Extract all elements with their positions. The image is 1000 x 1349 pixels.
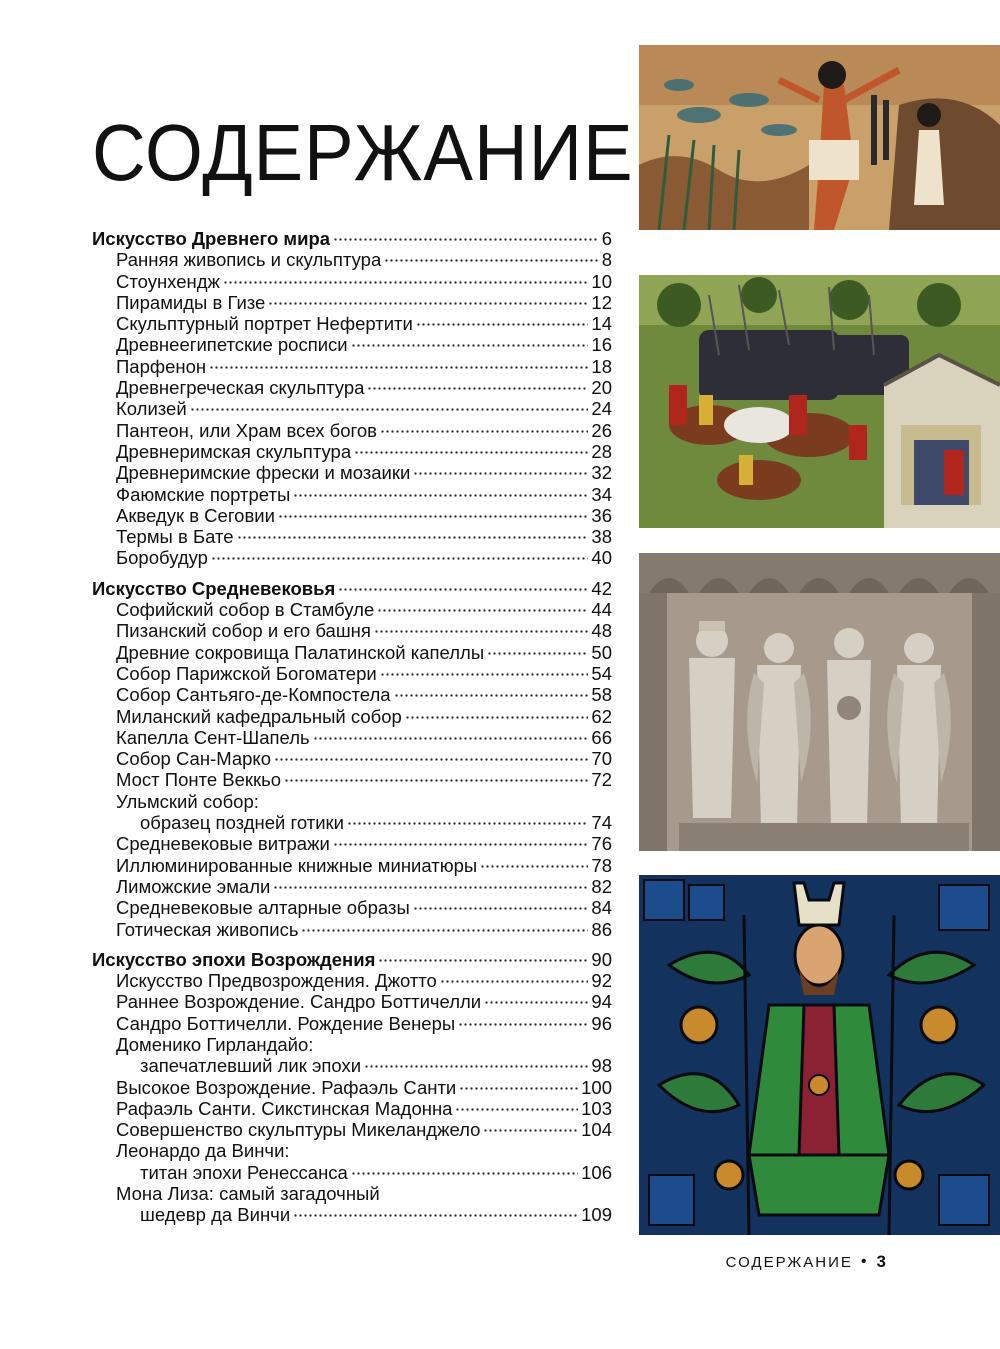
toc-entry[interactable] xyxy=(92,769,612,790)
toc-section xyxy=(92,578,612,940)
toc-section-heading-page-number: 6 xyxy=(601,228,612,249)
toc-entry-label: Пантеон, или Храм всех богов xyxy=(116,419,378,441)
toc-entry[interactable] xyxy=(92,855,612,876)
toc-entry-page-number: 24 xyxy=(591,398,612,420)
toc-entry-label: Лиможские эмали xyxy=(116,875,271,897)
toc-entry-page-number: 103 xyxy=(581,1097,612,1119)
toc-entry[interactable] xyxy=(92,271,612,292)
toc-entry[interactable] xyxy=(92,876,612,897)
dot-leader xyxy=(384,259,598,262)
toc-entry-continuation-label: запечатлевший лик эпохи xyxy=(140,1055,362,1077)
page-title: СОДЕРЖАНИЕ xyxy=(92,108,634,197)
page-footer xyxy=(726,1252,886,1272)
toc-entry[interactable] xyxy=(92,334,612,355)
dot-leader xyxy=(237,536,589,539)
dot-leader xyxy=(378,959,588,962)
toc-entry-label: Капелла Сент-Шапель xyxy=(116,726,310,748)
dot-leader xyxy=(351,1172,578,1175)
dot-leader xyxy=(380,430,588,433)
dot-leader xyxy=(354,451,588,454)
toc-entry[interactable] xyxy=(92,642,612,663)
toc-entry-label: Фаюмские портреты xyxy=(116,483,291,505)
toc-section-heading[interactable] xyxy=(92,949,612,970)
toc-entry-continuation-page-number: 106 xyxy=(581,1161,612,1183)
toc-entry-page-number: 36 xyxy=(591,504,612,526)
toc-entry-continuation[interactable] xyxy=(92,1162,612,1183)
toc-entry-page-number: 50 xyxy=(591,641,612,663)
toc-entry-label: Ранняя живопись и скульптура xyxy=(116,249,382,271)
medieval-battle-miniature-image xyxy=(639,275,1000,528)
toc-entry-label: Боробудур xyxy=(116,547,208,569)
dot-leader xyxy=(278,515,588,518)
toc-section-heading[interactable] xyxy=(92,578,612,599)
dot-leader xyxy=(440,980,589,983)
toc-section-heading-label: Искусство эпохи Возрождения xyxy=(92,948,376,970)
toc-entry-label: Колизей xyxy=(116,398,187,420)
dot-leader xyxy=(293,1214,578,1217)
toc-entry-continuation-label: образец поздней готики xyxy=(140,812,344,834)
toc-entry[interactable] xyxy=(92,441,612,462)
toc-entry-continuation-page-number: 74 xyxy=(591,812,612,834)
toc-entry[interactable] xyxy=(92,919,612,940)
toc-entry-label: Древние сокровища Палатинской капеллы xyxy=(116,641,485,663)
toc-entry-page-number: 32 xyxy=(591,462,612,484)
dot-leader xyxy=(377,609,588,612)
toc-entry-page-number: 26 xyxy=(591,419,612,441)
toc-entry-page-number: 16 xyxy=(591,334,612,356)
toc-entry-label: Рафаэль Санти. Сикстинская Мадонна xyxy=(116,1097,453,1119)
toc-entry-label: Средневековые алтарные образы xyxy=(116,897,410,919)
toc-entry-label: Средневековые витражи xyxy=(116,833,330,855)
toc-entry-page-number: 84 xyxy=(591,897,612,919)
toc-entry-continuation-page-number: 98 xyxy=(591,1055,612,1077)
dot-leader xyxy=(416,323,589,326)
toc-section xyxy=(92,949,612,1226)
toc-entry[interactable] xyxy=(92,356,612,377)
toc-entry-page-number: 100 xyxy=(581,1076,612,1098)
dot-leader xyxy=(223,281,589,284)
toc-entry[interactable] xyxy=(92,684,612,705)
toc-entry-continuation[interactable] xyxy=(92,1204,612,1225)
dot-leader xyxy=(394,694,589,697)
toc-entry[interactable] xyxy=(92,970,612,991)
toc-entry-label: Совершенство скульптуры Микеланджело xyxy=(116,1119,481,1141)
toc-entry-label: Скульптурный портрет Нефертити xyxy=(116,313,413,335)
egyptian-fresco-image xyxy=(639,45,1000,230)
toc-entry-page-number: 44 xyxy=(591,599,612,621)
dot-leader xyxy=(459,1087,578,1090)
toc-entry-page-number: 10 xyxy=(591,270,612,292)
toc-entry-page-number: 48 xyxy=(591,620,612,642)
toc-entry-label: Стоунхендж xyxy=(116,270,220,292)
toc-entry[interactable] xyxy=(92,599,612,620)
dot-leader xyxy=(313,737,589,740)
toc-entry-continuation-label: шедевр да Винчи xyxy=(140,1204,291,1226)
toc-entry-page-number: 94 xyxy=(591,991,612,1013)
toc-entry[interactable] xyxy=(92,484,612,505)
toc-entry-label: Миланский кафедральный собор xyxy=(116,705,402,727)
toc-entry-page-number: 34 xyxy=(591,483,612,505)
toc-entry-label: Пизанский собор и его башня xyxy=(116,620,371,642)
dot-leader xyxy=(380,673,589,676)
toc-entry[interactable] xyxy=(92,991,612,1012)
toc-section-heading-page-number: 42 xyxy=(591,577,612,599)
dot-leader xyxy=(413,907,589,910)
dot-leader xyxy=(190,408,589,411)
toc-entry[interactable] xyxy=(92,1013,612,1034)
toc-entry-page-number: 28 xyxy=(591,440,612,462)
toc-entry[interactable] xyxy=(92,663,612,684)
toc-entry[interactable] xyxy=(92,727,612,748)
dot-leader xyxy=(333,843,589,846)
toc-entry-label: Собор Сан-Марко xyxy=(116,748,271,770)
toc-entry-continuation-page-number: 109 xyxy=(581,1204,612,1226)
running-header-label: СОДЕРЖАНИЕ xyxy=(725,1253,853,1271)
toc-entry-label: Древнеримская скульптура xyxy=(116,440,352,462)
toc-section-heading-page-number: 90 xyxy=(591,948,612,970)
toc-entry[interactable] xyxy=(92,398,612,419)
toc-entry-page-number: 82 xyxy=(591,875,612,897)
toc-entry-label: Собор Парижской Богоматери xyxy=(116,662,377,684)
dot-leader xyxy=(351,344,589,347)
toc-entry-page-number: 66 xyxy=(591,726,612,748)
toc-entry[interactable] xyxy=(92,420,612,441)
toc-entry-label: Термы в Бате xyxy=(116,526,234,548)
toc-entry-page-number: 14 xyxy=(591,313,612,335)
toc-entry-continuation-label: титан эпохи Ренессанса xyxy=(140,1161,348,1183)
toc-entry[interactable] xyxy=(92,791,612,812)
toc-entry-page-number: 8 xyxy=(601,249,612,271)
toc-entry-label: Акведук в Сеговии xyxy=(116,504,275,526)
toc-entry[interactable] xyxy=(92,377,612,398)
toc-entry[interactable] xyxy=(92,1119,612,1140)
dot-leader xyxy=(338,588,588,591)
toc-entry-label: Высокое Возрождение. Рафаэль Санти xyxy=(116,1076,457,1098)
dot-leader xyxy=(483,1129,578,1132)
toc-entry[interactable] xyxy=(92,462,612,483)
toc-entry-page-number: 76 xyxy=(591,833,612,855)
toc-entry-page-number: 92 xyxy=(591,970,612,992)
toc-entry-page-number: 70 xyxy=(591,748,612,770)
toc-entry[interactable] xyxy=(92,1140,612,1161)
toc-entry[interactable] xyxy=(92,1034,612,1055)
toc-entry-page-number: 62 xyxy=(591,705,612,727)
toc-section-heading-label: Искусство Средневековья xyxy=(92,577,336,599)
gothic-portal-statues-image xyxy=(639,553,1000,851)
toc-entry-page-number: 12 xyxy=(591,291,612,313)
toc-entry-label: Ульмский собор: xyxy=(116,790,259,812)
toc-entry[interactable] xyxy=(92,547,612,568)
dot-leader xyxy=(301,929,588,932)
toc-entry[interactable] xyxy=(92,313,612,334)
toc-entry-page-number: 104 xyxy=(581,1119,612,1141)
toc-entry-page-number: 40 xyxy=(591,547,612,569)
toc-section xyxy=(92,228,612,569)
toc-entry[interactable] xyxy=(92,897,612,918)
toc-entry-page-number: 18 xyxy=(591,355,612,377)
footer-bullet: • xyxy=(860,1253,869,1270)
table-of-contents xyxy=(92,228,612,1235)
toc-entry-label: Леонардо да Винчи: xyxy=(116,1140,290,1162)
dot-leader xyxy=(480,865,588,868)
dot-leader xyxy=(487,652,588,655)
dot-leader xyxy=(347,822,588,825)
toc-entry-label: Искусство Предвозрождения. Джотто xyxy=(116,970,437,992)
dot-leader xyxy=(374,630,589,633)
dot-leader xyxy=(413,472,588,475)
toc-entry-label: Иллюминированные книжные миниатюры xyxy=(116,854,478,876)
toc-entry-label: Парфенон xyxy=(116,355,207,377)
dot-leader xyxy=(293,494,588,497)
dot-leader xyxy=(268,302,588,305)
toc-entry[interactable] xyxy=(92,1183,612,1204)
toc-entry-continuation[interactable] xyxy=(92,1055,612,1076)
toc-entry-label: Пирамиды в Гизе xyxy=(116,291,266,313)
toc-entry-page-number: 78 xyxy=(591,854,612,876)
toc-entry-continuation[interactable] xyxy=(92,812,612,833)
dot-leader xyxy=(211,557,588,560)
toc-entry-label: Доменико Гирландайо: xyxy=(116,1033,314,1055)
toc-entry[interactable] xyxy=(92,833,612,854)
toc-entry[interactable] xyxy=(92,526,612,547)
toc-entry-label: Древнеримские фрески и мозаики xyxy=(116,462,411,484)
dot-leader xyxy=(273,886,588,889)
toc-entry[interactable] xyxy=(92,1077,612,1098)
dot-leader xyxy=(455,1108,578,1111)
dot-leader xyxy=(405,716,589,719)
toc-entry-page-number: 38 xyxy=(591,526,612,548)
toc-entry-label: Софийский собор в Стамбуле xyxy=(116,599,375,621)
toc-entry-page-number: 96 xyxy=(591,1012,612,1034)
toc-entry-label: Мост Понте Веккьо xyxy=(116,769,282,791)
toc-section-heading-label: Искусство Древнего мира xyxy=(92,228,331,249)
dot-leader xyxy=(284,779,588,782)
toc-entry-label: Древнеегипетские росписи xyxy=(116,334,348,356)
dot-leader xyxy=(458,1023,588,1026)
toc-section-heading[interactable] xyxy=(92,228,612,249)
dot-leader xyxy=(364,1065,588,1068)
dot-leader xyxy=(484,1001,588,1004)
toc-entry[interactable] xyxy=(92,706,612,727)
toc-entry-page-number: 72 xyxy=(591,769,612,791)
dot-leader xyxy=(367,387,588,390)
toc-entry-label: Сандро Боттичелли. Рождение Венеры xyxy=(116,1012,456,1034)
toc-entry[interactable] xyxy=(92,249,612,270)
toc-entry[interactable] xyxy=(92,292,612,313)
toc-entry-label: Древнегреческая скульптура xyxy=(116,377,365,399)
toc-entry[interactable] xyxy=(92,748,612,769)
toc-entry-page-number: 86 xyxy=(591,918,612,940)
toc-entry-page-number: 58 xyxy=(591,684,612,706)
page-number: 3 xyxy=(876,1252,886,1271)
stained-glass-window-image xyxy=(639,875,1000,1235)
toc-entry-label: Раннее Возрождение. Сандро Боттичелли xyxy=(116,991,482,1013)
dot-leader xyxy=(274,758,588,761)
toc-entry-page-number: 54 xyxy=(591,662,612,684)
toc-entry[interactable] xyxy=(92,505,612,526)
toc-entry[interactable] xyxy=(92,1098,612,1119)
toc-entry-label: Готическая живопись xyxy=(116,918,299,940)
toc-entry-page-number: 20 xyxy=(591,377,612,399)
toc-entry-label: Собор Сантьяго-де-Компостела xyxy=(116,684,391,706)
dot-leader xyxy=(209,366,588,369)
toc-entry[interactable] xyxy=(92,620,612,641)
dot-leader xyxy=(333,238,599,241)
toc-entry-label: Мона Лиза: самый загадочный xyxy=(116,1183,380,1205)
